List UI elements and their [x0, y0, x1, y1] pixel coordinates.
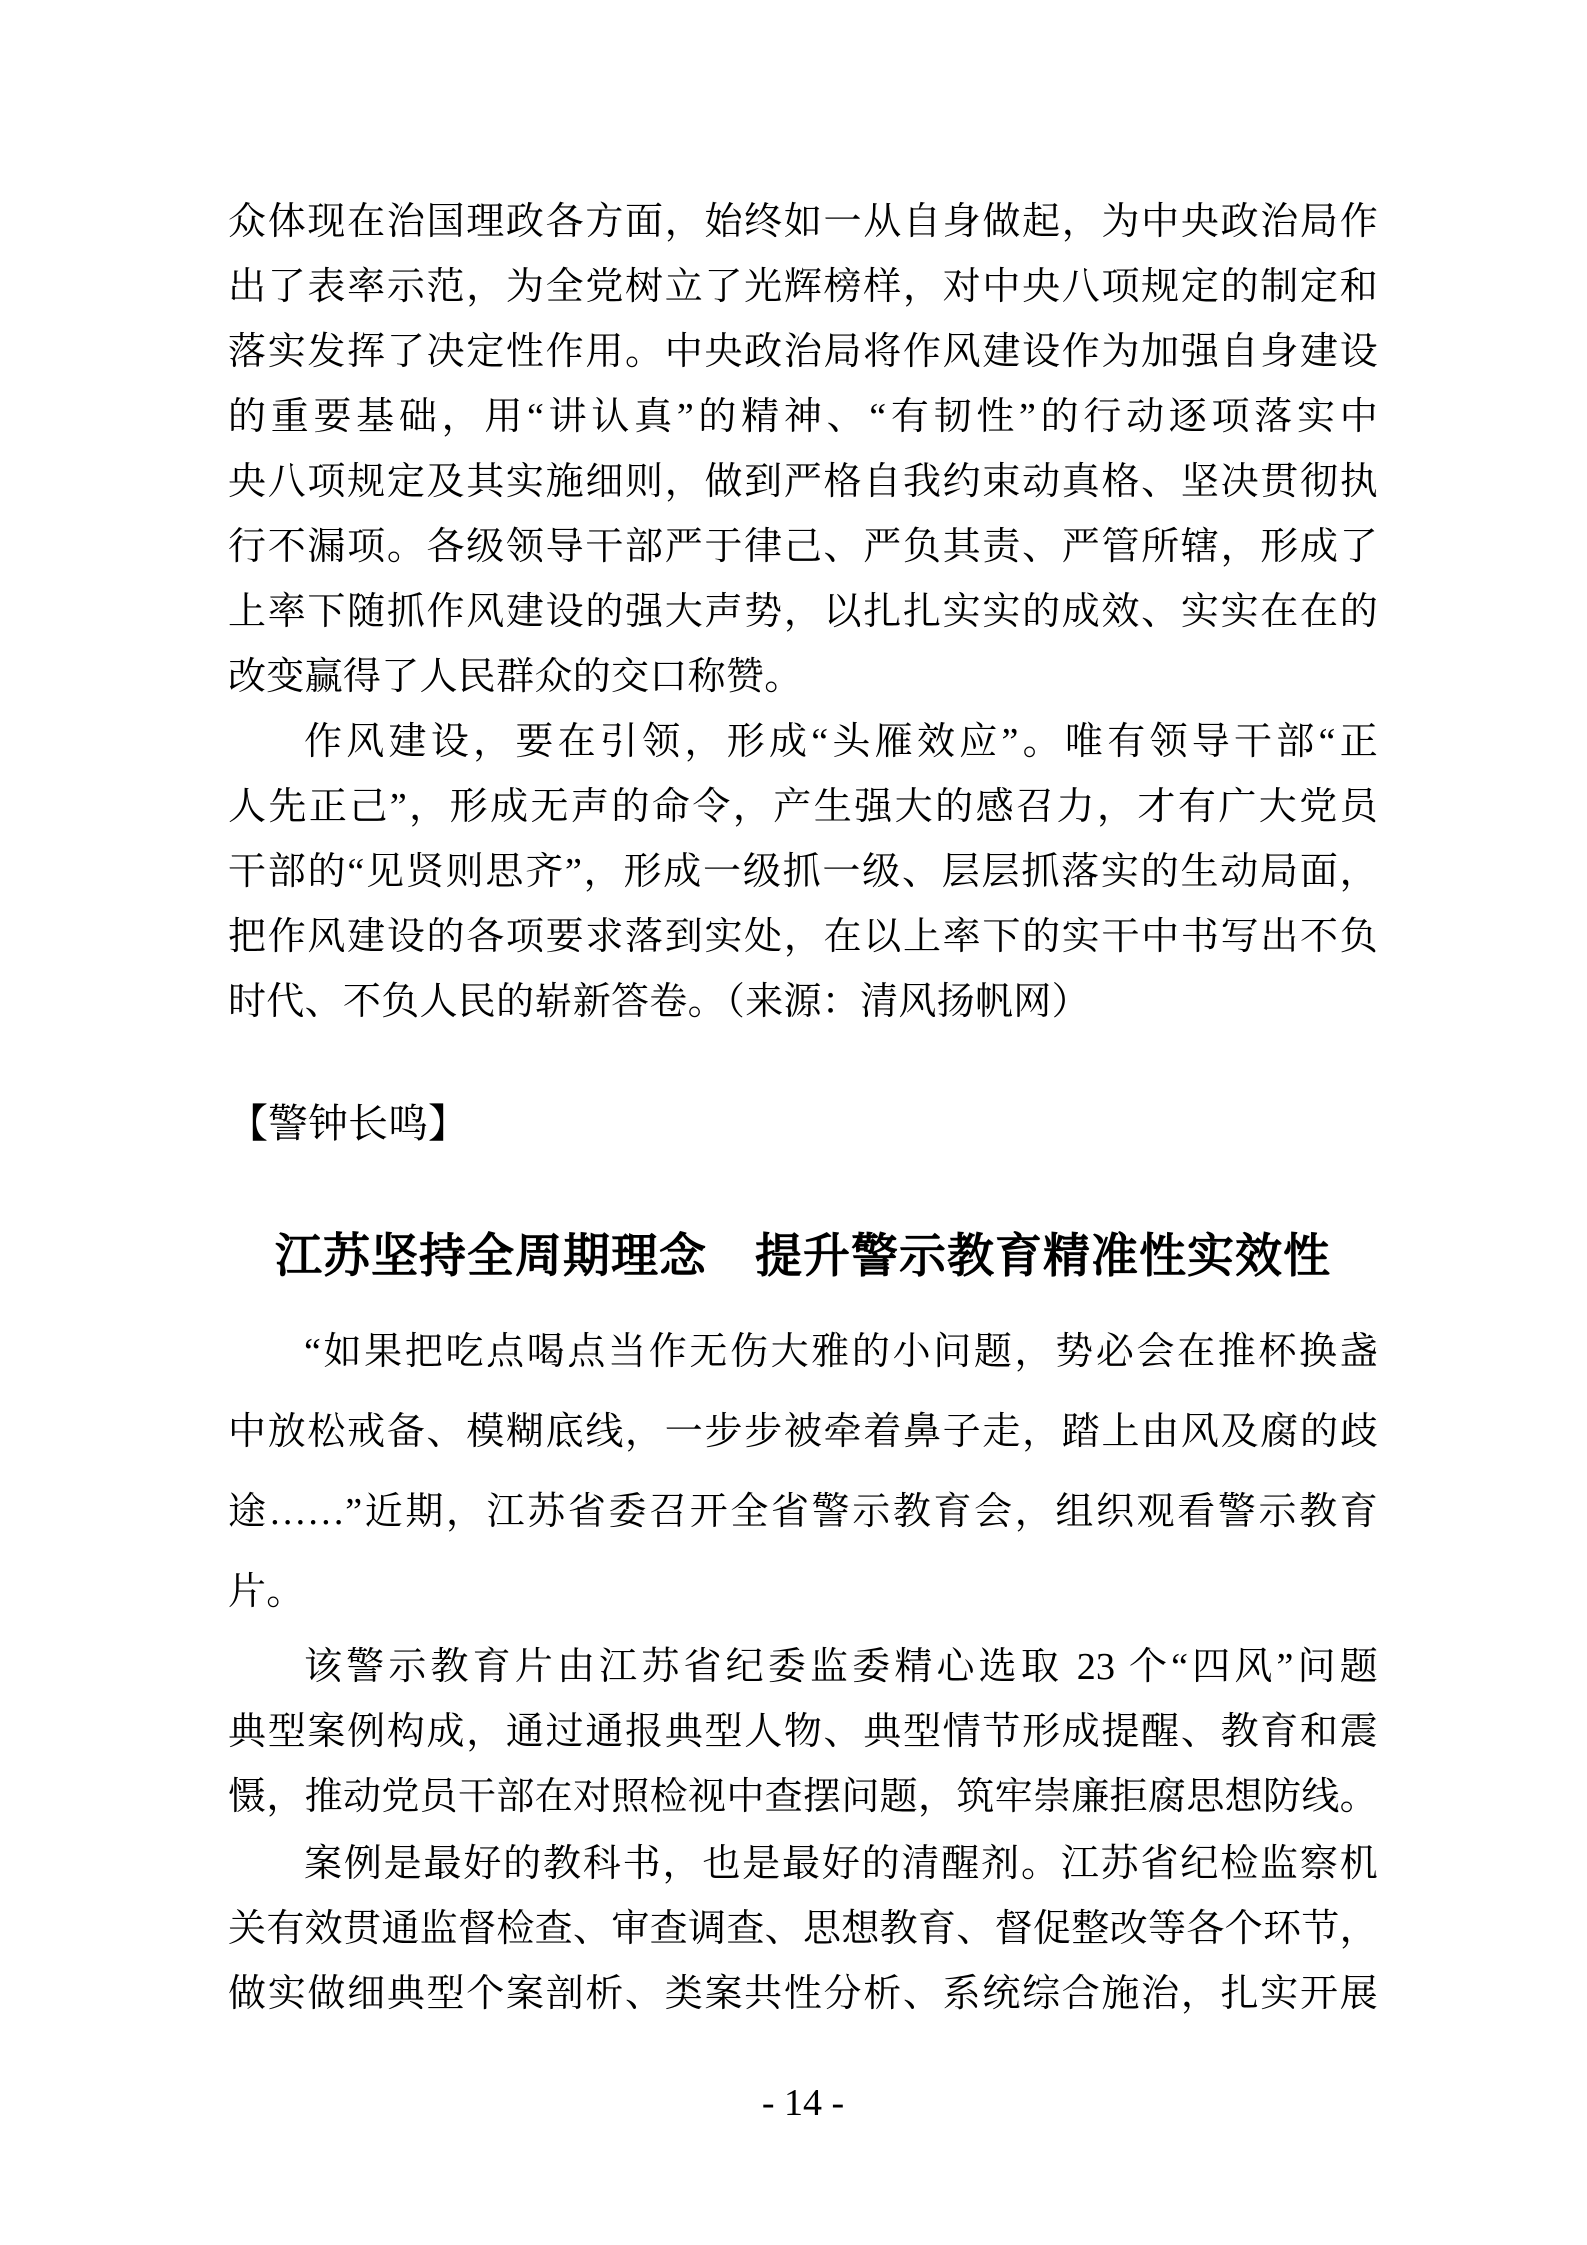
- page-content: [228, 190, 1378, 2027]
- text-line: 时代、不负人民的崭新答卷。（来源：清风扬帆网）: [228, 981, 1090, 1023]
- text-line: 片。: [228, 1571, 305, 1613]
- text-line: 慑，推动党员干部在对照检视中查摆问题，筑牢崇廉拒腐思想防线。: [228, 1776, 1378, 1818]
- paragraph-case-textbook: [228, 1832, 1378, 2027]
- article-title: 江苏坚持全周期理念 提升警示教育精准性实效性: [275, 1231, 1331, 1283]
- text-line: 落实发挥了决定性作用。中央政治局将作风建设作为加强自身建设: [228, 331, 1378, 373]
- paragraph-quote-intro: [228, 1312, 1378, 1632]
- text-line: 干部的“见贤则思齐”，形成一级抓一级、层层抓落实的生动局面，: [228, 851, 1378, 893]
- paragraph-zuofeng-jianshe: [228, 710, 1378, 1035]
- paragraph-continued-from-previous-page: [228, 190, 1378, 710]
- text-line: 作风建设，要在引领，形成“头雁效应”。唯有领导干部“正: [304, 721, 1378, 763]
- text-line: 途……”近期，江苏省委召开全省警示教育会，组织观看警示教育: [228, 1491, 1378, 1533]
- text-line: 的重要基础，用“讲认真”的精神、“有韧性”的行动逐项落实中: [228, 396, 1378, 438]
- text-line: 央八项规定及其实施细则，做到严格自我约束动真格、坚决贯彻执: [228, 461, 1378, 503]
- text-line: 典型案例构成，通过通报典型人物、典型情节形成提醒、教育和震: [228, 1711, 1378, 1753]
- section-header-jingzhong-changming: 【警钟长鸣】: [228, 1101, 468, 1146]
- text-line: 众体现在治国理政各方面，始终如一从自身做起，为中央政治局作: [228, 201, 1378, 243]
- text-line: 案例是最好的教科书，也是最好的清醒剂。江苏省纪检监察机: [304, 1843, 1378, 1885]
- text-line: 该警示教育片由江苏省纪委监委精心选取 23 个“四风”问题: [304, 1646, 1378, 1688]
- page-number: - 14 -: [761, 2082, 845, 2124]
- text-line: 上率下随抓作风建设的强大声势，以扎扎实实的成效、实实在在的: [228, 591, 1378, 633]
- text-line: 行不漏项。各级领导干部严于律己、严负其责、严管所辖，形成了: [228, 526, 1378, 568]
- text-line: 做实做细典型个案剖析、类案共性分析、系统综合施治，扎实开展: [228, 1973, 1378, 2015]
- text-line: 中放松戒备、模糊底线，一步步被牵着鼻子走，踏上由风及腐的歧: [228, 1411, 1378, 1453]
- text-line: 人先正己”，形成无声的命令，产生强大的感召力，才有广大党员: [228, 786, 1378, 828]
- text-line: “如果把吃点喝点当作无伤大雅的小问题，势必会在推杯换盏: [304, 1331, 1378, 1373]
- text-line: 关有效贯通监督检查、审查调查、思想教育、督促整改等各个环节，: [228, 1908, 1378, 1950]
- text-line: 出了表率示范，为全党树立了光辉榜样，对中央八项规定的制定和: [228, 266, 1378, 308]
- text-line: 改变赢得了人民群众的交口称赞。: [228, 656, 803, 698]
- paragraph-education-film: [228, 1635, 1378, 1830]
- text-line: 把作风建设的各项要求落到实处，在以上率下的实干中书写出不负: [228, 916, 1378, 958]
